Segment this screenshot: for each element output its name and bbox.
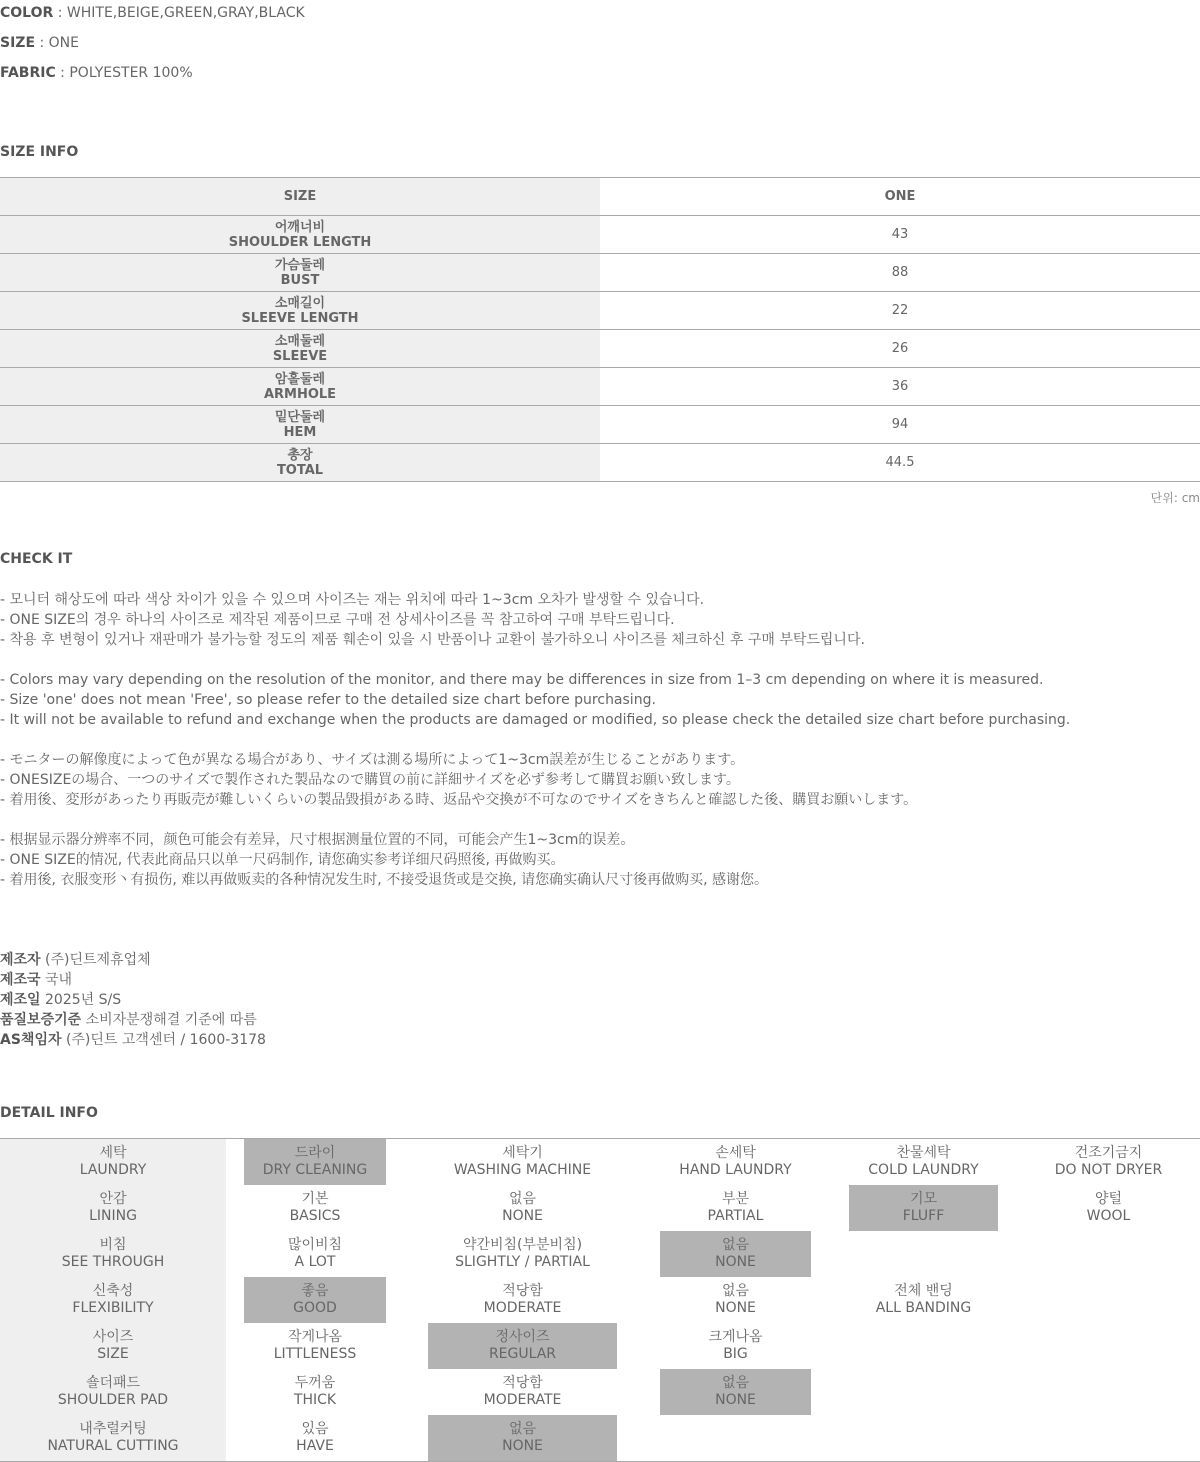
detail-option — [849, 1139, 998, 1185]
measure-value: 22 — [891, 303, 909, 318]
option-en: HAVE — [296, 1438, 334, 1454]
detail-option-selected — [660, 1369, 811, 1415]
detail-option — [244, 1369, 386, 1415]
detail-label-ko: 신축성 — [92, 1283, 134, 1299]
detail-label-en: FLEXIBILITY — [72, 1300, 154, 1316]
option-en: ALL BANDING — [875, 1300, 972, 1316]
detail-option-selected — [660, 1231, 811, 1277]
detail-option — [849, 1277, 998, 1323]
detail-option — [428, 1231, 617, 1277]
option-ko: 기모 — [909, 1191, 938, 1207]
measure-label — [0, 254, 600, 291]
detail-label-en: SHOULDER PAD — [57, 1392, 169, 1408]
size-header-label: SIZE — [0, 178, 600, 215]
maker-label: 품질보증기준 — [0, 1012, 82, 1028]
unit-note: 단위: cm — [1150, 491, 1200, 505]
detail-label-en: NATURAL CUTTING — [47, 1438, 179, 1454]
option-en: WOOL — [1086, 1208, 1131, 1224]
option-ko: 전체 밴딩 — [894, 1283, 953, 1299]
table-row — [0, 444, 1200, 482]
detail-row-label — [0, 1231, 226, 1277]
maker-value: (주)딘트 고객센터 / 1600-3178 — [61, 1032, 266, 1048]
detail-option — [428, 1277, 617, 1323]
option-ko: 양털 — [1094, 1191, 1123, 1207]
color-label: COLOR — [0, 5, 54, 21]
color-spec — [0, 5, 305, 21]
detail-option — [660, 1139, 811, 1185]
measure-ko: 소매길이 — [274, 295, 326, 311]
option-en: SLIGHTLY / PARTIAL — [455, 1254, 590, 1270]
size-table — [0, 177, 1200, 482]
measure-value: 26 — [891, 341, 909, 356]
option-ko: 적당함 — [502, 1375, 543, 1391]
measure-ko: 총장 — [287, 447, 313, 463]
size-table-header — [0, 178, 1200, 216]
option-en: THICK — [293, 1392, 337, 1408]
detail-option — [244, 1415, 386, 1461]
measure-value: 36 — [891, 379, 909, 394]
check-it-notes — [0, 590, 1200, 890]
detail-option-selected — [428, 1415, 617, 1461]
detail-table — [0, 1138, 1200, 1462]
option-ko: 없음 — [508, 1421, 537, 1437]
option-ko: 작게나옴 — [287, 1329, 343, 1345]
option-en: NONE — [502, 1208, 543, 1224]
measure-label — [0, 406, 600, 443]
maker-line — [0, 990, 266, 1010]
maker-line — [0, 1010, 266, 1030]
option-ko: 건조기금지 — [1074, 1145, 1143, 1161]
detail-option — [244, 1231, 386, 1277]
maker-info — [0, 950, 266, 1050]
measure-en: SLEEVE LENGTH — [241, 310, 359, 326]
option-en: NONE — [715, 1392, 756, 1408]
detail-row-label — [0, 1415, 226, 1461]
option-en: A LOT — [294, 1254, 336, 1270]
option-ko: 세탁기 — [502, 1145, 543, 1161]
detail-option — [244, 1323, 386, 1369]
measure-ko: 가슴둘레 — [274, 257, 326, 273]
detail-label-ko: 비침 — [99, 1237, 127, 1253]
detail-option-selected — [428, 1323, 617, 1369]
option-ko: 부분 — [721, 1191, 750, 1207]
option-ko: 크게나옴 — [708, 1329, 763, 1345]
option-en: BASICS — [289, 1208, 341, 1224]
maker-value: 2025년 S/S — [40, 992, 122, 1008]
detail-option — [660, 1323, 811, 1369]
table-row — [0, 216, 1200, 254]
maker-line — [0, 970, 266, 990]
option-en: GOOD — [293, 1300, 337, 1316]
option-en: DRY CLEANING — [262, 1162, 368, 1178]
size-label: SIZE — [0, 35, 36, 51]
option-en: NONE — [715, 1300, 756, 1316]
maker-label: 제조자 — [0, 952, 41, 968]
detail-option — [244, 1185, 386, 1231]
option-ko: 기본 — [301, 1191, 329, 1207]
note-line: - It will not be available to refund and exchange when the products are damaged or modified, so please check the detailed size chart before purchasing. — [0, 712, 1071, 728]
detail-label-ko: 사이즈 — [92, 1329, 134, 1345]
option-ko: 손세탁 — [715, 1145, 756, 1161]
maker-value: 소비자분쟁해결 기준에 따름 — [81, 1012, 257, 1028]
maker-label: AS책임자 — [0, 1032, 62, 1048]
measure-ko: 어깨너비 — [274, 219, 326, 235]
option-en: NONE — [715, 1254, 756, 1270]
measure-label — [0, 330, 600, 367]
note-line: - ONE SIZE的情况, 代表此商品只以单一尺码制作, 请您确实参考详细尺码照後, 再做购买。 — [0, 852, 565, 868]
fabric-spec — [0, 65, 193, 81]
option-ko: 찬물세탁 — [896, 1145, 951, 1161]
detail-option-selected — [244, 1139, 386, 1185]
detail-option — [660, 1277, 811, 1323]
measure-en: ARMHOLE — [263, 386, 337, 402]
maker-line — [0, 950, 266, 970]
detail-option — [428, 1139, 617, 1185]
option-en: LITTLENESS — [273, 1346, 357, 1362]
detail-option — [1020, 1185, 1197, 1231]
measure-value: 43 — [891, 227, 909, 242]
detail-label-en: SEE THROUGH — [61, 1254, 165, 1270]
measure-ko: 소매둘레 — [274, 333, 326, 349]
option-en: DO NOT DRYER — [1054, 1162, 1163, 1178]
option-ko: 없음 — [721, 1237, 750, 1253]
fabric-value: : POLYESTER 100% — [55, 65, 193, 81]
maker-label: 제조국 — [0, 972, 41, 988]
option-ko: 없음 — [721, 1283, 750, 1299]
option-ko: 있음 — [301, 1421, 329, 1437]
size-info-title: SIZE INFO — [0, 144, 79, 160]
detail-label-en: LINING — [89, 1208, 137, 1224]
measure-label — [0, 292, 600, 329]
measure-value: 94 — [891, 417, 909, 432]
option-ko: 많이비침 — [287, 1237, 343, 1253]
detail-label-ko: 세탁 — [99, 1145, 127, 1161]
detail-option — [1020, 1139, 1197, 1185]
detail-row-label — [0, 1139, 226, 1185]
option-ko: 정사이즈 — [495, 1329, 550, 1345]
option-en: PARTIAL — [707, 1208, 764, 1224]
option-ko: 약간비침(부분비침) — [462, 1237, 583, 1253]
detail-option — [428, 1185, 617, 1231]
option-en: BIG — [723, 1346, 748, 1362]
note-line: - Size 'one' does not mean 'Free', so please refer to the detailed size chart before purchasing. — [0, 692, 656, 708]
measure-ko: 밑단둘레 — [274, 409, 326, 425]
detail-label-ko: 숄더패드 — [85, 1375, 141, 1391]
option-en: FLUFF — [902, 1208, 945, 1224]
option-ko: 좋음 — [301, 1283, 329, 1299]
detail-row-label — [0, 1277, 226, 1323]
table-row — [0, 406, 1200, 444]
measure-value: 88 — [891, 265, 909, 280]
size-value: : ONE — [35, 35, 79, 51]
detail-row-label — [0, 1369, 226, 1415]
maker-line — [0, 1030, 266, 1050]
table-row — [0, 254, 1200, 292]
option-en: MODERATE — [483, 1300, 562, 1316]
option-en: REGULAR — [488, 1346, 557, 1362]
note-line: - 着用後、変形があったり再販売が難しいくらいの製品毀損がある時、返品や交換が不可なのでサイズをきちんと確認した後、購買お願いします。 — [0, 792, 918, 808]
fabric-label: FABRIC — [0, 65, 56, 81]
detail-option — [428, 1369, 617, 1415]
detail-label-ko: 안감 — [99, 1191, 127, 1207]
measure-en: HEM — [283, 424, 317, 440]
detail-label-ko: 내추럴커팅 — [79, 1421, 147, 1437]
measure-value: 44.5 — [885, 455, 915, 470]
detail-label-en: SIZE — [97, 1346, 129, 1362]
option-ko: 없음 — [508, 1191, 537, 1207]
measure-en: SLEEVE — [272, 348, 328, 364]
detail-info-title: DETAIL INFO — [0, 1105, 98, 1121]
option-ko: 없음 — [721, 1375, 750, 1391]
size-spec — [0, 35, 79, 51]
table-row — [0, 330, 1200, 368]
note-line: - 根据显示器分辨率不同，颜色可能会有差异，尺寸根据测量位置的不同，可能会产生1~3cm的误差。 — [0, 832, 635, 848]
size-header-value: ONE — [884, 189, 916, 204]
measure-en: BUST — [280, 272, 320, 288]
option-ko: 드라이 — [294, 1145, 336, 1161]
maker-value: (주)딘트제휴업체 — [40, 952, 151, 968]
option-en: WASHING MACHINE — [453, 1162, 592, 1178]
option-en: COLD LAUNDRY — [868, 1162, 979, 1178]
measure-label — [0, 444, 600, 481]
note-line: - モニターの解像度によって色が異なる場合があり、サイズは測る場所によって1~3cm誤差が生じることがあります。 — [0, 752, 745, 768]
color-value: : WHITE,BEIGE,GREEN,GRAY,BLACK — [53, 5, 305, 21]
note-line: - Colors may vary depending on the resolution of the monitor, and there may be differences in size from 1–3 cm depending on where it is measured. — [0, 672, 1044, 688]
measure-ko: 암홀둘레 — [274, 371, 326, 387]
note-line: - ONE SIZE의 경우 하나의 사이즈로 제작된 제품이므로 구매 전 상세사이즈를 꼭 참고하여 구매 부탁드립니다. — [0, 612, 675, 628]
check-it-title: CHECK IT — [0, 551, 73, 567]
detail-option — [660, 1185, 811, 1231]
measure-label — [0, 216, 600, 253]
option-en: NONE — [502, 1438, 543, 1454]
measure-en: TOTAL — [276, 462, 324, 478]
detail-label-en: LAUNDRY — [79, 1162, 147, 1178]
detail-option-selected — [244, 1277, 386, 1323]
note-line: - 着用後, 衣服变形丶有损伤, 难以再做贩卖的各种情况发生时, 不接受退货或是交换, 请您确实确认尺寸後再做购买, 感谢您。 — [0, 872, 769, 888]
detail-option-selected — [849, 1185, 998, 1231]
maker-label: 제조일 — [0, 992, 41, 1008]
measure-en: SHOULDER LENGTH — [228, 234, 372, 250]
note-line: - 착용 후 변형이 있거나 재판매가 불가능할 정도의 제품 훼손이 있을 시 반품이나 교환이 불가하오니 사이즈를 체크하신 후 구매 부탁드립니다. — [0, 632, 865, 648]
option-en: MODERATE — [483, 1392, 562, 1408]
table-row — [0, 292, 1200, 330]
note-line: - 모니터 해상도에 따라 색상 차이가 있을 수 있으며 사이즈는 재는 위치에 따라 1~3cm 오차가 발생할 수 있습니다. — [0, 592, 705, 608]
option-ko: 적당함 — [502, 1283, 543, 1299]
option-en: HAND LAUNDRY — [679, 1162, 792, 1178]
detail-row-label — [0, 1185, 226, 1231]
table-row — [0, 368, 1200, 406]
option-ko: 두꺼움 — [294, 1375, 336, 1391]
measure-label — [0, 368, 600, 405]
note-line: - ONESIZEの場合、一つのサイズで製作された製品なので購買の前に詳細サイズを必ず参考して購買お願い致します。 — [0, 772, 740, 788]
maker-value: 국내 — [40, 972, 73, 988]
detail-row-label — [0, 1323, 226, 1369]
